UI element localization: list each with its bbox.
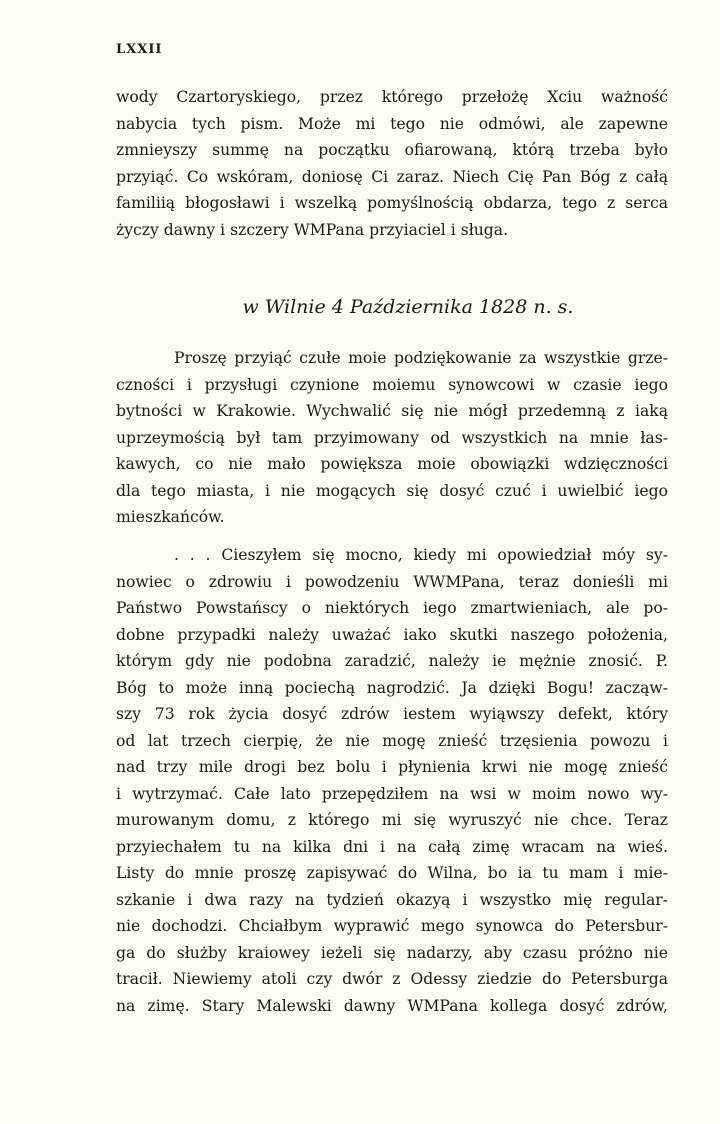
text-line: przyiąć. Co wskóram, doniosę Ci zaraz. Niech Cię Pan Bóg z całą [116, 167, 668, 186]
text-line: murowanym domu, z którego mi się wyruszyć nie chce. Teraz [116, 811, 668, 829]
paragraph-3 [116, 542, 668, 1019]
text-line: familiią błogosławi i wszelką pomyślnością obdarza, tego z serca [116, 194, 668, 212]
text-line: wody Czartoryskiego, przez którego przełożę Xciu ważność [116, 88, 668, 106]
text-line: tracił. Niewiemy atoli czy dwór z Odessy ziedzie do Petersburga [116, 970, 668, 988]
text-line: i wytrzymać. Całe lato przepędziłem na wsi w moim nowo wy- [116, 784, 668, 803]
text-line: mieszkańców. [116, 508, 225, 526]
text-line: Bóg to może inną pociechą nagrodzić. Ja dzięki Bogu! zacząw- [116, 678, 668, 697]
text-line: ga do służby kraiowey ieżeli się nadarzy, aby czasu próżno nie [116, 943, 668, 962]
text-line: uprzeymością był tam przyimowany od wszystkich na mnie łas- [116, 428, 668, 447]
paragraph-2 [116, 345, 668, 531]
text-line: zmnieyszy summę na początku ofiarowaną, którą trzeba było [116, 141, 668, 159]
text-line: którym gdy nie podobna zaradzić, należy ie mężnie znosić. P. [116, 652, 668, 670]
text-line: życzy dawny i szczery WMPana przyiaciel i sługa. [116, 220, 509, 239]
text-line: . . . Cieszyłem się mocno, kiedy mi opowiedział móy sy- [174, 546, 668, 564]
text-line: szy 73 rok życia dosyć zdrów iestem wyiąwszy defekt, który [116, 705, 668, 723]
text-line: bytności w Krakowie. Wychwalić się nie mógł przedemną z iaką [116, 402, 668, 420]
text-line: od lat trzech cierpię, że nie mogę znieść trzęsienia powozu i [116, 731, 668, 750]
text-line: Proszę przyiąć czułe moie podziękowanie za wszystkie grze- [174, 349, 668, 367]
text-line: Listy do mnie proszę zapisywać do Wilna, bo ia tu mam i mie- [116, 864, 668, 882]
text-line: kawych, co nie mało powiększa moie obowiązki wdzięczności [116, 455, 668, 473]
text-line: dla tego miasta, i nie mogących się dosyć czuć i uwielbić iego [116, 481, 668, 500]
text-line: nowiec o zdrowiu i powodzeniu WWMPana, teraz donieśli mi [116, 572, 668, 591]
paragraph-1 [116, 84, 668, 243]
text-line: nad trzy mile drogi bez bolu i płynienia krwi nie mogę znieść [116, 758, 668, 776]
text-line: nie dochodzi. Chciałbym wyprawić mego synowca do Petersbur- [116, 917, 668, 935]
text-line: dobne przypadki należy uważać iako skutki naszego położenia, [116, 625, 668, 644]
text-line: szkanie i dwa razy na tydzień okazyą i wszystko mię regular- [116, 890, 668, 909]
text-line: nabycia tych pism. Może mi tego nie odmówi, ale zapewne [116, 114, 668, 133]
page-number: LXXII [116, 42, 163, 57]
text-line: czności i przysługi czynione moiemu synowcowi w czasie iego [116, 375, 668, 394]
text-line: Państwo Powstańscy o niektórych iego zmartwieniach, ale po- [116, 599, 668, 617]
text-line: na zimę. Stary Malewski dawny WMPana kollega dosyć zdrów, [116, 996, 668, 1015]
dateline: w Wilnie 4 Października 1828 n. s. [242, 296, 574, 318]
text-line: przyiechałem tu na kilka dni i na całą zimę wracam na wieś. [116, 837, 668, 856]
